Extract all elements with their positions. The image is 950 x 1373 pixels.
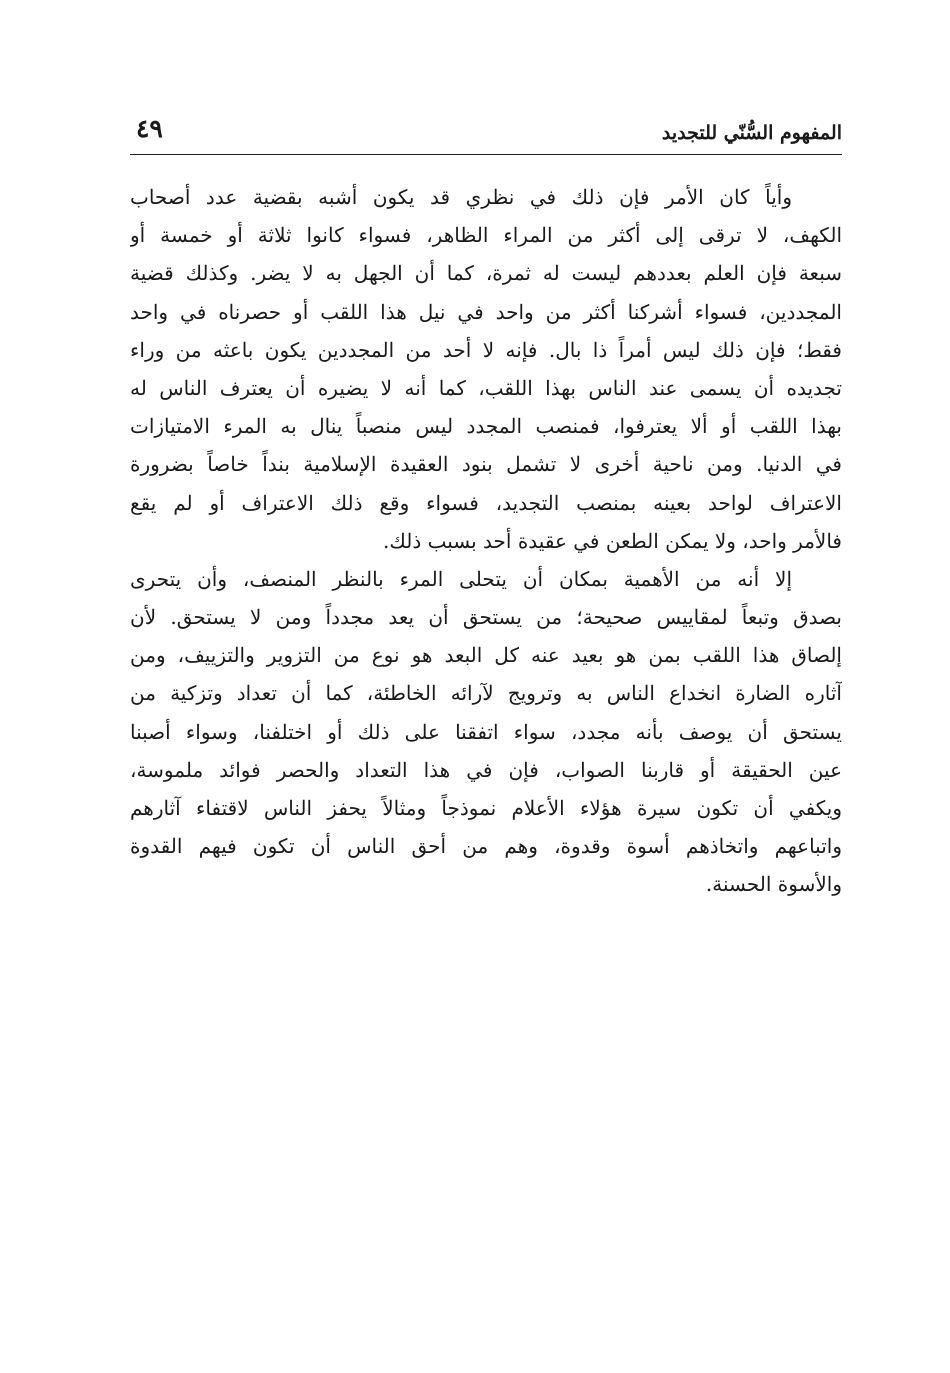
text-line: إلصاق هذا اللقب بمن هو بعيد عنه كل البعد هو نوع من التزوير والتزييف، ومن [130, 643, 842, 668]
text-line: المجددين، فسواء أشركنا أكثر من واحد في نيل هذا اللقب أو حصرناه في واحد [130, 299, 842, 324]
running-title: المفهوم السُّنّي للتجديد [661, 122, 842, 144]
text-line: تجديده أن يسمى عند الناس بهذا اللقب، كما أنه لا يضيره أن يعترف الناس له [130, 375, 842, 400]
text-line: فقط؛ فإن ذلك ليس أمراً ذا بال. فإنه لا أحد من المجددين يكون باعثه من وراء [130, 337, 842, 362]
body-text [130, 178, 842, 904]
text-line: في الدنيا. ومن ناحية أخرى لا تشمل بنود العقيدة الإسلامية بنداً خاصاً بضرورة [130, 452, 842, 477]
text-line: فالأمر واحد، ولا يمكن الطعن في عقيدة أحد بسبب ذلك. [383, 528, 842, 553]
text-line: إلا أنه من الأهمية بمكان أن يتحلى المرء بالنظر المنصف، وأن يتحرى [130, 566, 792, 591]
text-line: الكهف، لا ترقى إلى أكثر من المراء الظاهر، فسواء كانوا ثلاثة أو خمسة أو [130, 223, 842, 248]
text-line: عين الحقيقة أو قاربنا الصواب، فإن في هذا التعداد والحصر فوائد ملموسة، [130, 757, 842, 782]
text-line: واتباعهم واتخاذهم أسوة وقدوة، وهم من أحق الناس أن تكون فيهم القدوة [130, 834, 842, 859]
text-line: والأسوة الحسنة. [705, 872, 842, 897]
text-line: الاعتراف لواحد بعينه بمنصب التجديد، فسواء وقع ذلك الاعتراف أو لم يقع [130, 490, 842, 515]
text-line: وأياً كان الأمر فإن ذلك في نظري قد يكون أشبه بقضية عدد أصحاب [130, 185, 792, 209]
text-line: بهذا اللقب أو ألا يعترفوا، فمنصب المجدد ليس منصباً ينال به المرء الامتيازات [130, 414, 842, 439]
paragraph-2 [130, 560, 842, 904]
page-number: ٤٩ [136, 114, 163, 143]
paragraph-1 [130, 178, 842, 560]
text-line: ويكفي أن تكون سيرة هؤلاء الأعلام نموذجاً ومثالاً يحفز الناس لاقتفاء آثارهم [130, 796, 842, 820]
text-line: آثاره الضارة انخداع الناس به وترويج لآرائه الخاطئة، كما أن تعداد وتزكية من [130, 681, 842, 706]
text-line: سبعة فإن العلم بعددهم ليست له ثمرة، كما أن الجهل به لا يضر. وكذلك قضية [130, 261, 842, 286]
text-line: يستحق أن يوصف بأنه مجدد، سواء اتفقنا على ذلك أو اختلفنا، وسواء أصبنا [130, 719, 842, 744]
page-header [130, 108, 842, 155]
text-line: بصدق وتبعاً لمقاييس صحيحة؛ من يستحق أن يعد مجدداً ومن لا يستحق. لأن [130, 605, 842, 630]
